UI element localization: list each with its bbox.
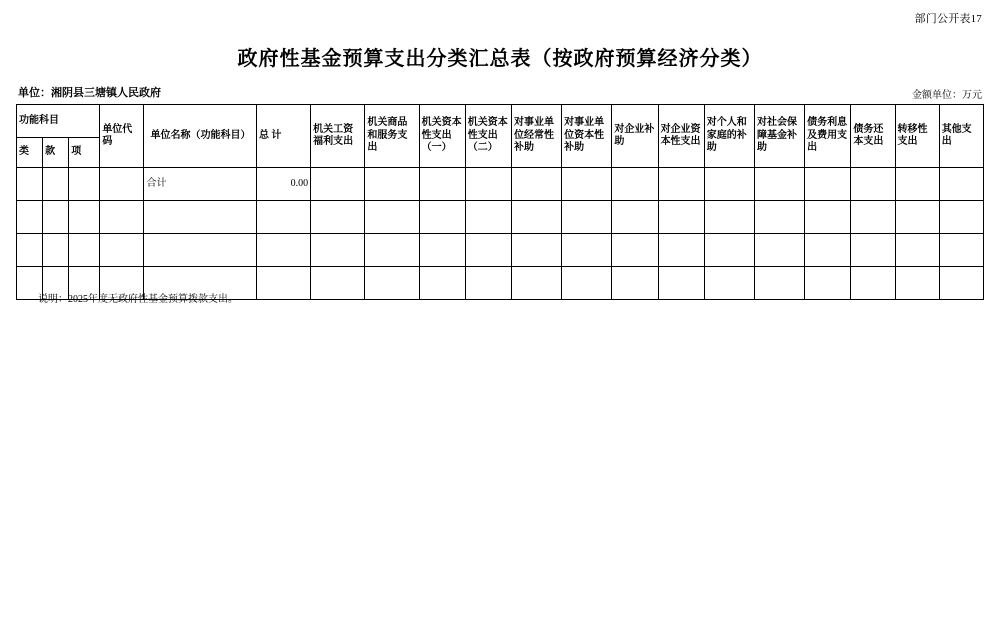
table-row xyxy=(17,234,984,267)
cell-unit-code xyxy=(100,168,144,201)
cell-debt-interest-fees xyxy=(805,267,851,300)
cell-agency-capital-2 xyxy=(465,234,511,267)
header-xiang: 项 xyxy=(69,137,100,167)
header-col-enterprise-capital: 对企业资本性支出 xyxy=(658,105,704,168)
table-row xyxy=(17,168,984,201)
cell-xiang xyxy=(69,168,100,201)
cell-other-expenditure xyxy=(939,234,983,267)
cell-institution-recurrent-subsidy xyxy=(511,234,561,267)
cell-total xyxy=(256,201,310,234)
cell-agency-salary-welfare xyxy=(311,267,365,300)
cell-institution-recurrent-subsidy xyxy=(511,168,561,201)
header-col-institution-capital-subsidy: 对事业单位资本性补助 xyxy=(562,105,612,168)
unit-label: 单位：湘阴县三塘镇人民政府 xyxy=(18,87,161,99)
cell-agency-capital-2 xyxy=(465,168,511,201)
cell-agency-goods-services xyxy=(365,267,419,300)
cell-social-security-fund-subsidy xyxy=(754,267,804,300)
header-col-debt-interest-fees: 债务利息及费用支出 xyxy=(805,105,851,168)
cell-enterprise-capital xyxy=(658,267,704,300)
table-note: 说明：2025年度无政府性基金预算拨款支出。 xyxy=(38,294,238,305)
header-unit-name xyxy=(144,105,256,168)
cell-agency-capital-1 xyxy=(419,267,465,300)
cell-enterprise-capital xyxy=(658,234,704,267)
cell-xiang xyxy=(69,234,100,267)
cell-institution-recurrent-subsidy xyxy=(511,201,561,234)
header-col-enterprise-subsidy: 对企业补助 xyxy=(612,105,658,168)
cell-individual-family-subsidy xyxy=(704,201,754,234)
header-kuan: 款 xyxy=(43,137,69,167)
cell-enterprise-capital xyxy=(658,201,704,234)
header-lei: 类 xyxy=(17,137,43,167)
document-reference-label: 部门公开表17 xyxy=(914,13,982,25)
cell-social-security-fund-subsidy xyxy=(754,168,804,201)
cell-agency-salary-welfare xyxy=(311,234,365,267)
cell-kuan xyxy=(43,234,69,267)
header-col-individual-family-subsidy: 对个人和家庭的补助 xyxy=(704,105,754,168)
cell-unit-name xyxy=(144,234,256,267)
header-col-transfer-expenditure: 转移性支出 xyxy=(895,105,939,168)
header-col-agency-capital-2: 机关资本性支出（二） xyxy=(465,105,511,168)
cell-agency-capital-1 xyxy=(419,168,465,201)
cell-agency-salary-welfare xyxy=(311,201,365,234)
cell-lei xyxy=(17,201,43,234)
header-col-debt-principal: 债务还本支出 xyxy=(851,105,895,168)
header-col-total: 总 计 xyxy=(256,105,310,168)
cell-enterprise-subsidy xyxy=(612,168,658,201)
budget-table xyxy=(16,104,984,300)
cell-debt-principal xyxy=(851,201,895,234)
header-col-institution-recurrent-subsidy: 对事业单位经常性补助 xyxy=(511,105,561,168)
cell-enterprise-subsidy xyxy=(612,234,658,267)
meta-row xyxy=(18,84,982,100)
cell-unit-name xyxy=(144,201,256,234)
cell-agency-salary-welfare xyxy=(311,168,365,201)
page-title: 政府性基金预算支出分类汇总表（按政府预算经济分类） xyxy=(237,48,763,70)
cell-other-expenditure xyxy=(939,168,983,201)
cell-transfer-expenditure xyxy=(895,267,939,300)
cell-transfer-expenditure xyxy=(895,234,939,267)
cell-enterprise-capital xyxy=(658,168,704,201)
cell-debt-interest-fees xyxy=(805,234,851,267)
cell-institution-capital-subsidy xyxy=(562,201,612,234)
header-col-agency-goods-services: 机关商品和服务支出 xyxy=(365,105,419,168)
cell-agency-capital-1 xyxy=(419,201,465,234)
header-col-other-expenditure: 其他支出 xyxy=(939,105,983,168)
cell-individual-family-subsidy xyxy=(704,267,754,300)
cell-other-expenditure xyxy=(939,267,983,300)
cell-enterprise-subsidy xyxy=(612,267,658,300)
cell-individual-family-subsidy xyxy=(704,168,754,201)
cell-total: 0.00 xyxy=(256,168,310,201)
cell-transfer-expenditure xyxy=(895,168,939,201)
cell-institution-capital-subsidy xyxy=(562,234,612,267)
cell-xiang xyxy=(69,201,100,234)
header-unit-name-text: 单位名称（功能科目） xyxy=(150,129,251,141)
cell-enterprise-subsidy xyxy=(612,201,658,234)
cell-agency-capital-1 xyxy=(419,234,465,267)
cell-debt-interest-fees xyxy=(805,201,851,234)
header-col-social-security-fund-subsidy: 对社会保障基金补助 xyxy=(754,105,804,168)
cell-unit-code xyxy=(100,234,144,267)
cell-kuan xyxy=(43,168,69,201)
cell-agency-goods-services xyxy=(365,234,419,267)
cell-debt-principal xyxy=(851,234,895,267)
header-col-agency-salary-welfare: 机关工资福利支出 xyxy=(311,105,365,168)
cell-agency-goods-services xyxy=(365,201,419,234)
cell-total xyxy=(256,267,310,300)
cell-agency-capital-2 xyxy=(465,201,511,234)
cell-institution-capital-subsidy xyxy=(562,267,612,300)
header-col-agency-capital-1: 机关资本性支出（一） xyxy=(419,105,465,168)
cell-other-expenditure xyxy=(939,201,983,234)
cell-lei xyxy=(17,234,43,267)
cell-kuan xyxy=(43,201,69,234)
cell-institution-capital-subsidy xyxy=(562,168,612,201)
header-unit-code: 单位代码 xyxy=(100,105,144,168)
header-function-subject: 功能科目 xyxy=(17,105,100,138)
amount-unit-label: 金额单位：万元 xyxy=(912,90,982,101)
cell-agency-capital-2 xyxy=(465,267,511,300)
table-body xyxy=(17,168,984,300)
cell-unit-code xyxy=(100,201,144,234)
table-row xyxy=(17,201,984,234)
cell-debt-principal xyxy=(851,168,895,201)
table-header-group-row xyxy=(17,105,984,138)
cell-transfer-expenditure xyxy=(895,201,939,234)
cell-debt-interest-fees xyxy=(805,168,851,201)
cell-individual-family-subsidy xyxy=(704,234,754,267)
cell-social-security-fund-subsidy xyxy=(754,201,804,234)
cell-unit-name: 合计 xyxy=(144,168,256,201)
cell-lei xyxy=(17,168,43,201)
cell-agency-goods-services xyxy=(365,168,419,201)
cell-institution-recurrent-subsidy xyxy=(511,267,561,300)
cell-total xyxy=(256,234,310,267)
cell-social-security-fund-subsidy xyxy=(754,234,804,267)
cell-debt-principal xyxy=(851,267,895,300)
